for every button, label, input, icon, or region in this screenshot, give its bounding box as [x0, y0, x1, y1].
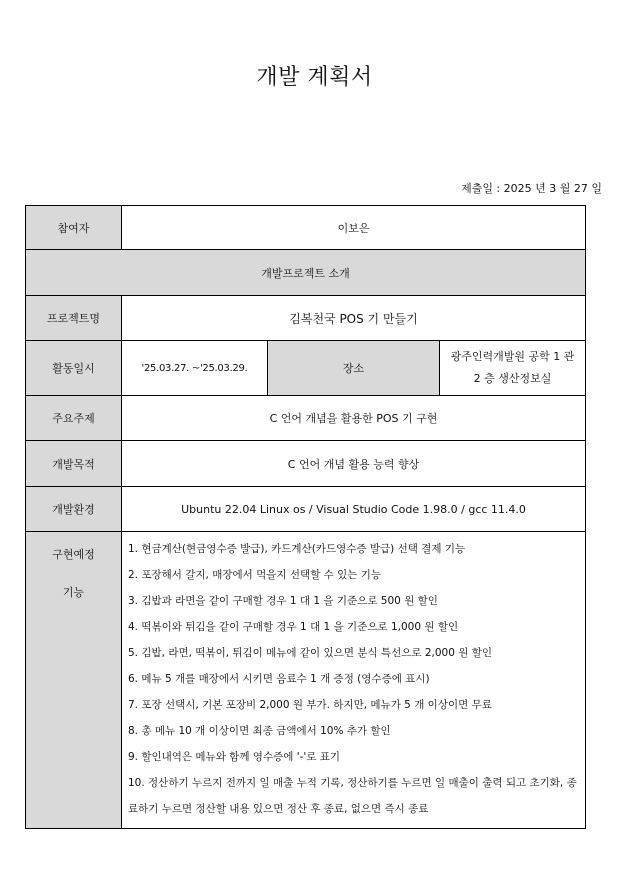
- row-purpose: [26, 441, 586, 487]
- place-value: [440, 341, 586, 396]
- feature-item-4: 4. 떡볶이와 튀김을 같이 구매할 경우 1 대 1 을 기준으로 1,000 원 할인: [128, 621, 459, 633]
- row-project-name: [26, 296, 586, 341]
- row-section-intro: [26, 250, 586, 296]
- row-period-place: [26, 341, 586, 396]
- feature-item-6: 6. 메뉴 5 개를 매장에서 시키면 음료수 1 개 증정 (영수증에 표시): [128, 673, 430, 685]
- features-label-line2: 기능: [62, 586, 85, 599]
- participant-label: 참여자: [26, 206, 122, 250]
- document-title: 개발 계획서: [256, 65, 373, 90]
- feature-item-10: 10. 정산하기 누르지 전까지 일 매출 누적 기록, 정산하기를 누르면 일 매출이 출력 되고 초기화, 종료하기 누르면 정산할 내용 있으면 정산 후 종료, 없으면 즉시 종료: [128, 777, 577, 815]
- row-features: [26, 532, 586, 829]
- participant-value: 이보은: [122, 206, 586, 250]
- features-list: [126, 532, 581, 828]
- row-participant: [26, 206, 586, 250]
- purpose-value: C 언어 개념 활용 능력 향상: [122, 441, 586, 487]
- row-environment: [26, 487, 586, 532]
- purpose-label: 개발목적: [26, 441, 122, 487]
- feature-item-8: 8. 총 메뉴 10 개 이상이면 최종 금액에서 10% 추가 할인: [128, 725, 391, 737]
- features-cell: [122, 532, 586, 829]
- submit-date: 제출일 : 2025 년 3 월 27 일: [461, 182, 602, 195]
- section-intro-header: 개발프로젝트 소개: [26, 250, 586, 296]
- project-name-value: 김복천국 POS 기 만들기: [122, 296, 586, 341]
- feature-item-1: 1. 현금계산(현금영수증 발급), 카드계산(카드영수증 발급) 선택 결제 기능: [128, 543, 466, 555]
- place-label: 장소: [268, 341, 440, 396]
- features-label-line1: 구현예정: [52, 548, 95, 561]
- feature-item-7: 7. 포장 선택시, 기본 포장비 2,000 원 부가. 하지만, 메뉴가 5 개 이상이면 무료: [128, 699, 492, 711]
- topic-label: 주요주제: [26, 396, 122, 441]
- row-topic: [26, 396, 586, 441]
- place-value-line1: 광주인력개발원 공학 1 관: [450, 350, 575, 363]
- project-name-label: 프로젝트명: [26, 296, 122, 341]
- env-label: 개발환경: [26, 487, 122, 532]
- plan-table: [25, 205, 586, 829]
- period-value: '25.03.27. ~'25.03.29.: [122, 341, 268, 396]
- place-value-line2: 2 층 생산정보실: [473, 372, 552, 385]
- features-label: [26, 532, 122, 829]
- feature-item-2: 2. 포장해서 갈지, 매장에서 먹을지 선택할 수 있는 기능: [128, 569, 382, 581]
- feature-item-3: 3. 김밥과 라면을 같이 구매할 경우 1 대 1 을 기준으로 500 원 할인: [128, 595, 438, 607]
- period-label: 활동일시: [26, 341, 122, 396]
- feature-item-9: 9. 할인내역은 메뉴와 함께 영수증에 '-'로 표기: [128, 751, 341, 763]
- topic-value: C 언어 개념을 활용한 POS 기 구현: [122, 396, 586, 441]
- env-value: Ubuntu 22.04 Linux os / Visual Studio Code 1.98.0 / gcc 11.4.0: [122, 487, 586, 532]
- feature-item-5: 5. 김밥, 라면, 떡볶이, 튀김이 메뉴에 같이 있으면 분식 특선으로 2,000 원 할인: [128, 647, 493, 659]
